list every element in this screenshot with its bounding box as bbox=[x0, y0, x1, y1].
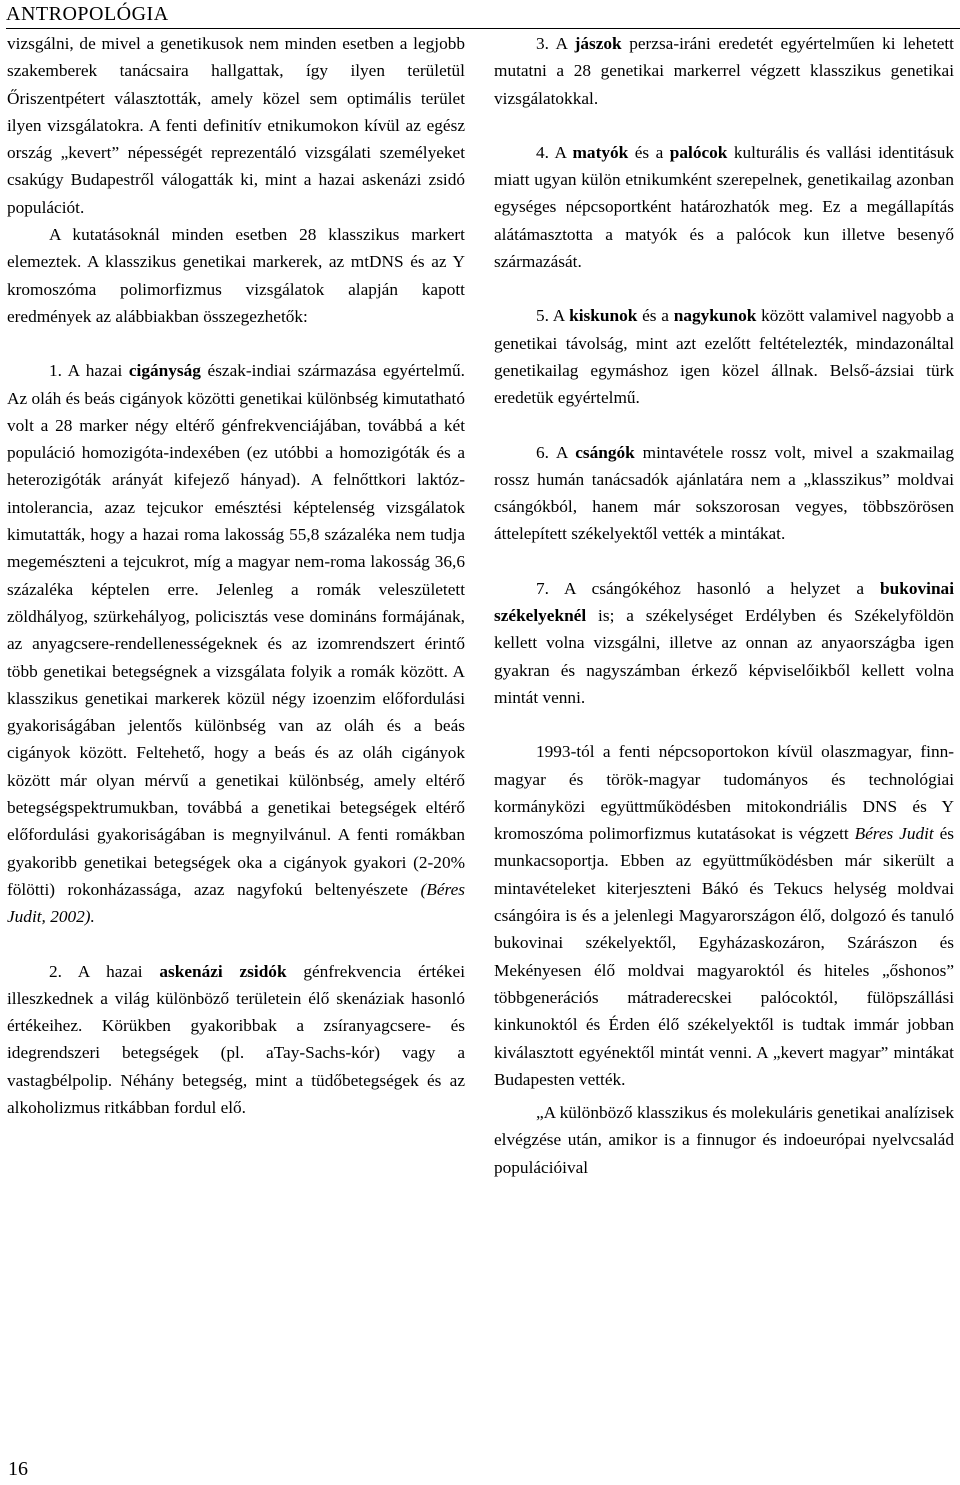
left-paragraph-2: A kutatásoknál minden esetben 28 klasszikus markert elemeztek. A klasszikus genetikai markerek, az mtDNS és az Y kromoszóma polimorfizmus vizsgálatok alapján kapott eredmények az alábbiakban összegezhetők: bbox=[7, 225, 465, 326]
item-5-prefix: 5. A bbox=[536, 306, 570, 326]
keyword-ciganysag: cigányság bbox=[128, 361, 201, 381]
item-5-text: között valamivel nagyobb a genetikai távolság, mint azt ezelőtt feltételezték, mindazonáltal genetikailag egymáshoz igen közel állnak. Belső-ázsiai türk eredetük egyértelmű. bbox=[494, 306, 954, 408]
right-paragraph-jaszok bbox=[494, 30, 954, 112]
running-title: ANTROPOLÓGIA bbox=[6, 3, 169, 25]
keyword-kiskunok: kiskunok bbox=[569, 306, 638, 326]
right-paragraph-csangok bbox=[494, 439, 954, 548]
right-paragraph-quote: „A különböző klasszikus és molekuláris genetikai analízisek elvégzése után, amikor is a finnugor és indoeurópai nyelvcsalád populációival bbox=[494, 1103, 954, 1177]
item-4-text: kulturális és vallási identitásuk miatt ugyan külön etnikumként szerepelnek, genetikailag azonban egységes népcsoportként határozhatók meg. Ez a megállapítás alátámasztotta a matyók és a palócok kun illetve besenyő származását. bbox=[494, 142, 954, 272]
left-paragraph-1: vizsgálni, de mivel a genetikusok nem minden esetben a legjobb szakemberek tanácsaira hallgattak, így ilyen területül Őriszentpétert választották, amely közel sem optimális terület ilyen vizsgálatokra. A fenti definitív etnikumokon kívül az egész ország „kevert” népességét reprezentáló vizsgálati személyeket csakúgy Budapestről válogatták ki, mint a hazai askenázi zsidó populációt. bbox=[7, 34, 465, 217]
item-6-prefix: 6. A bbox=[536, 442, 576, 462]
keyword-nagykunok: nagykunok bbox=[673, 306, 757, 326]
right-paragraph-bukovina bbox=[494, 575, 954, 711]
item-7-prefix: 7. A csángókéhoz hasonló a helyzet a bbox=[536, 578, 881, 598]
running-header bbox=[6, 2, 960, 29]
item-2-prefix: 2. A hazai bbox=[49, 961, 160, 981]
keyword-palocok: palócok bbox=[669, 142, 728, 162]
keyword-bukovinai-szekelyek: bukovinai székelyeknél bbox=[494, 578, 954, 626]
item-1-prefix: 1. A hazai bbox=[49, 361, 129, 381]
item-3-prefix: 3. A bbox=[536, 34, 575, 53]
citation: (Béres Judit, 2002). bbox=[7, 879, 465, 927]
keyword-matyok: matyók bbox=[572, 142, 629, 162]
research-text-b: és munkacsoportja. Ebben az együttműködésben már sikerült a mintavételeket kiterjeszteni Bákó és Tekucs helység moldvai csángóira is és a jelenlegi Magyarországon élő, dolgozó és tanuló bukovinai székelyektől, Egyházaskozáron, Szárászon és Mekényesen élő moldvai magyaroktól és hiteles „őshonos” többgenerációs mátraderecskei palócoktól, fülöpszállási kinkunoktól és Érden élő székelyektől is tudtak immár jobban kiválasztott egyénektől mintát venni. A „kevert magyar” mintákat Budapesten vették. bbox=[494, 824, 954, 1089]
left-column bbox=[7, 30, 465, 1121]
item-3-text: perzsa-iráni eredetét egyértelműen ki lehetett mutatni a 28 genetikai markerrel végzett klasszikus genetikai vizsgálatokkal. bbox=[494, 34, 954, 108]
item-6-text: mintavétele rossz volt, mivel a szakmailag rossz humán tanácsadók ajánlatára nem a „klasszikus” moldvai csángókból, hanem már sokszorosan vegyes, többszörösen áttelepített székelyektől vették a mintákat. bbox=[494, 442, 954, 544]
research-text-a: 1993-tól a fenti népcsoportokon kívül olaszmagyar, finn-magyar és török-magyar tudományos és technológiai kormányközi együttműködésben mitokondriális DNS és Y kromoszóma polimorfizmus kutatásokat is végzett bbox=[494, 742, 954, 844]
item-1-text: észak-indiai származása egyértelmű. Az oláh és beás cigányok közötti genetikai különbség kimutatható volt a 28 marker négy eltérő génfrekvenciájában, továbbá a két populáció homozigóta-indexében (ez utóbbi a homozigóták és a heterozigóták arányát kifejező hányad). A felnőttkori laktóz-intolerancia, azaz tejcukor emésztési képtelenség vizsgálatok kimutatták, hogy a hazai roma lakosság 55,8 százaléka nem tudja megemészteni a tejcukrot, míg a magyar nem-roma lakosság 36,6 százaléka képtelen erre. Jelenleg a romák veleszületett zöldhályog, szürkehályog, policisztás vese domináns formájának, az anyagcsere-rendellenességeknek és az izomrendszert érintő több genetikai betegségnek a vizsgálata folyik a romák között. A klasszikus genetikai markerek közül négy izoenzim előfordulási gyakoriságában jelentős különbség van az oláh és a beás cigányok között. Feltehető, hogy a beás és az oláh cigányok között már olyan mérvű a genetikai különbség, amely eltérő betegségspektrumukban, továbbá a genetikai betegségek eltérő előfordulási gyakoriságában is megnyilvánul. A fenti romákban gyakoribb genetikai betegségek oka a cigányok gyakori (2-20% fölötti) rokonházassága, azaz nagyfokú beltenyészete bbox=[7, 361, 466, 899]
left-paragraph-gypsies bbox=[7, 357, 465, 930]
item-4-and: és a bbox=[628, 142, 670, 162]
item-2-text: génfrekvencia értékei illeszkednek a világ különböző területein élő skenáziak hasonló értékeihez. Körükben gyakoribbak a zsíranyagcsere- és idegrendszeri betegségek (pl. aTay-Sachs-kór) vagy a vastagbélpolip. Néhány betegség, mint a tüdőbetegségek és az alkoholizmus ritkábban fordul elő. bbox=[7, 961, 466, 1117]
right-column bbox=[494, 30, 954, 1181]
keyword-askenazi: askenázi zsidók bbox=[159, 961, 287, 981]
author-name: Béres Judit bbox=[854, 824, 934, 844]
keyword-csangok: csángók bbox=[575, 442, 635, 462]
item-7-text: is; a székelységet Erdélyben és Székelyföldön kellett volna vizsgálni, illetve az onnan az anyaországba igen gyakran és nagyszámban érkező képviselőikből kellett volna mintát venni. bbox=[494, 606, 954, 707]
right-paragraph-1993 bbox=[494, 738, 954, 1093]
right-paragraph-kunok bbox=[494, 302, 954, 411]
left-paragraph-askenazi bbox=[7, 958, 465, 1122]
page-number: 16 bbox=[8, 1458, 28, 1480]
right-paragraph-matyok bbox=[494, 139, 954, 275]
item-4-prefix: 4. A bbox=[536, 142, 573, 162]
keyword-jaszok: jászok bbox=[574, 34, 622, 53]
item-5-and: és a bbox=[637, 306, 674, 326]
